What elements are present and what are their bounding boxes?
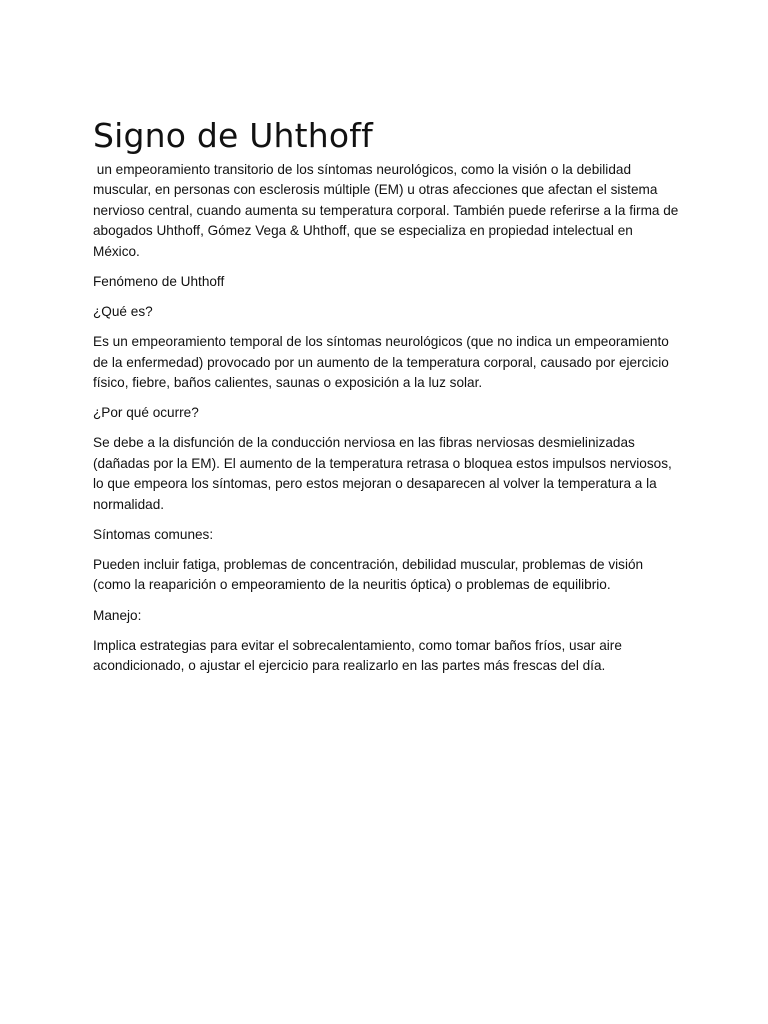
symptoms-paragraph: Pueden incluir fatiga, problemas de concentración, debilidad muscular, problemas de visión (como la reaparición o empeoramiento de la neuritis óptica) o problemas de equilibrio.: [93, 557, 644, 593]
section-heading-phenomenon: Fenómeno de Uhthoff: [93, 273, 225, 289]
answer-what-is: Es un empeoramiento temporal de los síntomas neurológicos (que no indica un empeoramiento de la enfermedad) provocado por un aumento de la temperatura corporal, causado por ejercicio físico, fiebre, baños calientes, saunas o exposición a la luz solar.: [93, 334, 669, 391]
intro-paragraph: un empeoramiento transitorio de los síntomas neurológicos, como la visión o la debilidad muscular, en personas con esclerosis múltiple (EM) u otras afecciones que afectan el sistema nervioso central, cuando aumenta su temperatura corporal. También puede referirse a la firma de abogados Uhthoff, Gómez Vega & Uhthoff, que se especializa en propiedad intelectual en México.: [93, 162, 683, 259]
question-why: ¿Por qué ocurre?: [93, 405, 199, 421]
heading-management: Manejo:: [93, 607, 142, 623]
heading-symptoms: Síntomas comunes:: [93, 526, 214, 542]
question-what-is: ¿Qué es?: [93, 304, 153, 320]
page-title: Signo de Uhthoff: [93, 116, 373, 155]
document-page: [93, 114, 683, 687]
answer-why: Se debe a la disfunción de la conducción nerviosa en las fibras nerviosas desmielinizadas (dañadas por la EM). El aumento de la temperatura retrasa o bloquea estos impulsos nerviosos, lo que empeora los síntomas, pero estos mejoran o desaparecen al volver la temperatura a la normalidad.: [93, 435, 672, 512]
management-paragraph: Implica estrategias para evitar el sobrecalentamiento, como tomar baños fríos, usar aire acondicionado, o ajustar el ejercicio para realizarlo en las partes más frescas del día.: [93, 637, 622, 674]
